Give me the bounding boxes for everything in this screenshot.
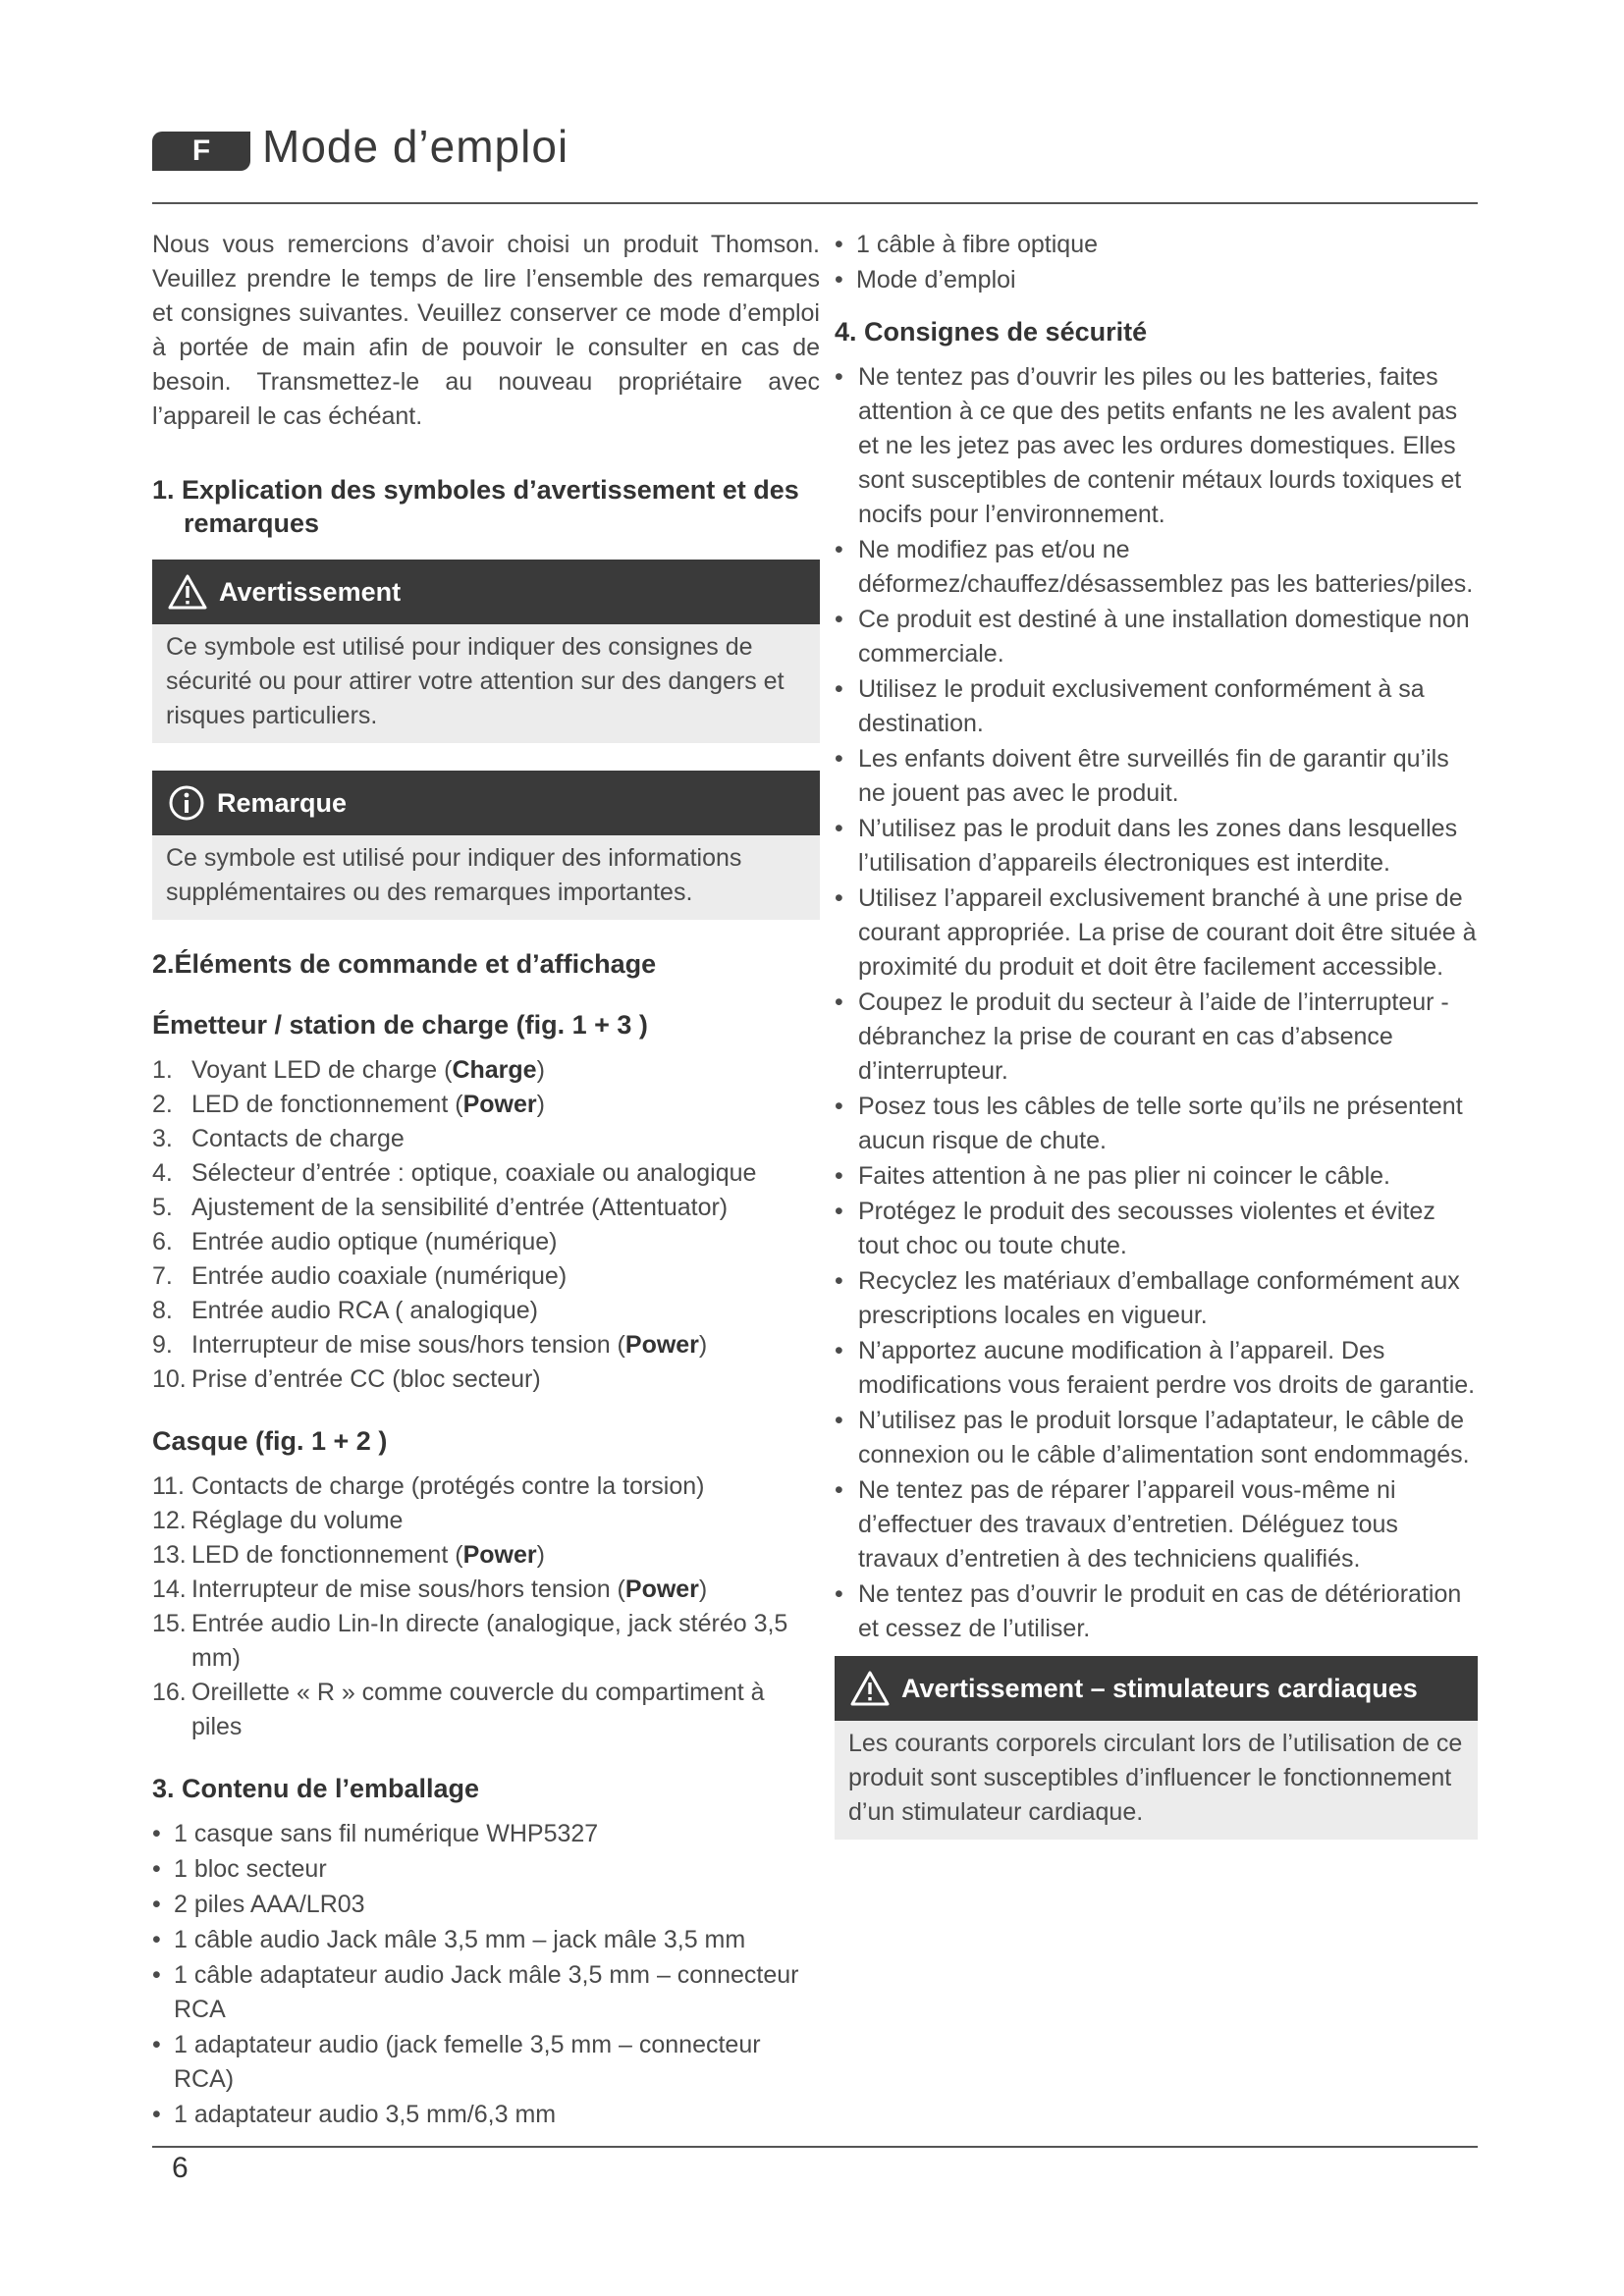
item-bold-label: Power — [462, 1091, 537, 1118]
item-text: Contacts de charge — [191, 1125, 405, 1152]
list-item: • 1 adaptateur audio (jack femelle 3,5 mm – connecteur RCA) — [152, 2028, 820, 2097]
note-box-header — [152, 771, 820, 835]
safety-list — [835, 360, 1478, 1646]
list-item: • 1 câble adaptateur audio Jack mâle 3,5 mm – connecteur RCA — [152, 1958, 820, 2027]
transmitter-list — [152, 1053, 820, 1397]
pacemaker-warning-header — [835, 1656, 1478, 1721]
item-number: 12. — [152, 1507, 187, 1534]
item-text-end: ) — [536, 1056, 545, 1084]
item-text: Contacts de charge (protégés contre la torsion) — [191, 1472, 705, 1500]
page-header — [152, 121, 1478, 204]
list-item: • Protégez le produit des secousses violentes et évitez tout choc ou toute chute. — [835, 1195, 1478, 1263]
item-number: 9. — [152, 1331, 173, 1359]
list-item — [152, 1607, 820, 1676]
pacemaker-warning-box — [835, 1656, 1478, 1840]
warning-box-header — [152, 560, 820, 624]
warning-label: Avertissement — [219, 577, 402, 607]
list-item — [152, 1259, 820, 1294]
page-number: 6 — [172, 2152, 189, 2184]
right-column — [835, 228, 1478, 1867]
note-text: Ce symbole est utilisé pour indiquer des informations supplémentaires ou des remarques importantes. — [152, 835, 820, 920]
item-bold-label: Charge — [452, 1056, 537, 1084]
list-item — [152, 1225, 820, 1259]
item-number: 10. — [152, 1365, 187, 1393]
item-bold-label: Power — [624, 1331, 699, 1359]
item-text: Interrupteur de mise sous/hors tension ( — [191, 1331, 625, 1359]
item-text: Prise d’entrée CC (bloc secteur) — [191, 1365, 541, 1393]
item-text: LED de fonctionnement ( — [191, 1541, 463, 1569]
list-item — [152, 1053, 820, 1088]
item-number: 3. — [152, 1125, 173, 1152]
item-number: 15. — [152, 1610, 187, 1637]
item-bold-label: Power — [462, 1541, 537, 1569]
list-item — [152, 1573, 820, 1607]
item-number: 14. — [152, 1575, 187, 1603]
list-item: • Recyclez les matériaux d’emballage conformément aux prescriptions locales en vigueur. — [835, 1264, 1478, 1333]
item-text: Entrée audio coaxiale (numérique) — [191, 1262, 568, 1290]
warning-triangle-icon — [168, 574, 207, 610]
list-item — [152, 1362, 820, 1397]
section-2-title: 2.Éléments de commande et d’affichage — [152, 949, 657, 979]
item-number: 13. — [152, 1541, 187, 1569]
section-3-title: 3. Contenu de l’emballage — [152, 1774, 480, 1803]
item-text: Sélecteur d’entrée : optique, coaxiale ou analogique — [191, 1159, 757, 1187]
list-item: • 1 câble audio Jack mâle 3,5 mm – jack mâle 3,5 mm — [152, 1923, 820, 1957]
list-item: • Utilisez l’appareil exclusivement branché à une prise de courant appropriée. La prise de courant doit être située à proximité du produit et doit être facilement accessible. — [835, 881, 1478, 985]
list-item: • 1 adaptateur audio 3,5 mm/6,3 mm — [152, 2098, 820, 2132]
language-badge: F — [152, 132, 250, 171]
list-item: • N’utilisez pas le produit dans les zones dans lesquelles l’utilisation d’appareils électroniques est interdite. — [835, 812, 1478, 881]
item-number: 5. — [152, 1194, 173, 1221]
note-label: Remarque — [217, 788, 348, 818]
warning-triangle-icon — [850, 1671, 890, 1706]
item-text: Interrupteur de mise sous/hors tension ( — [191, 1575, 625, 1603]
item-text: Entrée audio Lin-In directe (analogique, jack stéréo 3,5 mm) — [191, 1610, 788, 1672]
header-divider — [152, 202, 1478, 204]
item-text: LED de fonctionnement ( — [191, 1091, 463, 1118]
transmitter-title: Émetteur / station de charge (fig. 1 + 3 ) — [152, 1010, 648, 1040]
item-text: Voyant LED de charge ( — [191, 1056, 453, 1084]
list-item: • 1 bloc secteur — [152, 1852, 820, 1887]
item-number: 4. — [152, 1159, 173, 1187]
headset-list — [152, 1469, 820, 1744]
list-item: • 1 câble à fibre optique — [835, 228, 1478, 262]
intro-paragraph: Nous vous remercions d’avoir choisi un produit Thomson. Veuillez prendre le temps de lire l’ensemble des remarques et consignes suivantes. Veuillez conserver ce mode d’emploi à portée de main afin de pouvoir le consulter en cas de besoin. Transmettez-le au nouveau propriétaire avec l’appareil le cas échéant. — [152, 231, 820, 430]
list-item: • Faites attention à ne pas plier ni coincer le câble. — [835, 1159, 1478, 1194]
list-item — [152, 1156, 820, 1191]
list-item — [152, 1191, 820, 1225]
list-item — [152, 1122, 820, 1156]
list-item: • 1 casque sans fil numérique WHP5327 — [152, 1817, 820, 1851]
list-item: • Posez tous les câbles de telle sorte qu’ils ne présentent aucun risque de chute. — [835, 1090, 1478, 1158]
left-column — [152, 228, 820, 2133]
list-item: • Mode d’emploi — [835, 263, 1478, 297]
item-text-end: ) — [536, 1541, 545, 1569]
note-box — [152, 771, 820, 920]
item-number: 11. — [152, 1472, 185, 1500]
warning-box — [152, 560, 820, 743]
list-item: • 2 piles AAA/LR03 — [152, 1888, 820, 1922]
list-item: • Les enfants doivent être surveillés fin de garantir qu’ils ne jouent pas avec le produit. — [835, 742, 1478, 811]
list-item: • Ne modifiez pas et/ou ne déformez/chauffez/désassemblez pas les batteries/piles. — [835, 533, 1478, 602]
item-text: Réglage du volume — [191, 1507, 404, 1534]
item-text: Oreillette « R » comme couvercle du compartiment à piles — [191, 1679, 765, 1740]
list-item: • Ne tentez pas de réparer l’appareil vous-même ni d’effectuer des travaux d’entretien. Déléguez tous travaux d’entretien à des techniciens qualifiés. — [835, 1473, 1478, 1576]
item-text: Ajustement de la sensibilité d’entrée (Attentuator) — [191, 1194, 729, 1221]
package-list-continued — [835, 228, 1478, 297]
list-item: • N’utilisez pas le produit lorsque l’adaptateur, le câble de connexion ou le câble d’alimentation sont endommagés. — [835, 1404, 1478, 1472]
item-number: 7. — [152, 1262, 173, 1290]
page-title: Mode d’emploi — [262, 121, 569, 172]
list-item — [152, 1088, 820, 1122]
list-item — [152, 1328, 820, 1362]
item-bold-label: Power — [624, 1575, 699, 1603]
section-1-title: 1. Explication des symboles d’avertissement et des remarques — [152, 475, 799, 538]
item-text-end: ) — [536, 1091, 545, 1118]
item-number: 16. — [152, 1679, 187, 1706]
list-item — [152, 1294, 820, 1328]
headset-title: Casque (fig. 1 + 2 ) — [152, 1426, 388, 1456]
pacemaker-warning-text: Les courants corporels circulant lors de l’utilisation de ce produit sont susceptibles d’influencer le fonctionnement d’un stimulateur cardiaque. — [835, 1721, 1478, 1840]
list-item: • Utilisez le produit exclusivement conformément à sa destination. — [835, 672, 1478, 741]
item-text: Entrée audio RCA ( analogique) — [191, 1297, 539, 1324]
item-text-end: ) — [698, 1331, 708, 1359]
list-item: • Ne tentez pas d’ouvrir les piles ou les batteries, faites attention à ce que des petits enfants ne les avalent pas et ne les jetez pas avec les ordures domestiques. Elles sont susceptibles de contenir métaux lourds toxiques et nocifs pour l’environnement. — [835, 360, 1478, 532]
list-item — [152, 1676, 820, 1744]
item-number: 2. — [152, 1091, 173, 1118]
item-number: 8. — [152, 1297, 173, 1324]
package-list — [152, 1817, 820, 2132]
list-item: • N’apportez aucune modification à l’appareil. Des modifications vous feraient perdre vos droits de garantie. — [835, 1334, 1478, 1403]
footer-divider — [152, 2146, 1478, 2148]
item-text-end: ) — [698, 1575, 708, 1603]
list-item — [152, 1469, 820, 1504]
list-item: • Ne tentez pas d’ouvrir le produit en cas de détérioration et cessez de l’utiliser. — [835, 1577, 1478, 1646]
pacemaker-warning-label: Avertissement – stimulateurs cardiaques — [901, 1674, 1418, 1703]
list-item: • Coupez le produit du secteur à l’aide de l’interrupteur - débranchez la prise de courant en cas d’absence d’interrupteur. — [835, 986, 1478, 1089]
section-4-title: 4. Consignes de sécurité — [835, 317, 1148, 347]
list-item: • Ce produit est destiné à une installation domestique non commerciale. — [835, 603, 1478, 671]
list-item — [152, 1538, 820, 1573]
list-item — [152, 1504, 820, 1538]
item-number: 6. — [152, 1228, 173, 1255]
warning-text: Ce symbole est utilisé pour indiquer des consignes de sécurité ou pour attirer votre attention sur des dangers et risques particuliers. — [152, 624, 820, 743]
item-text: Entrée audio optique (numérique) — [191, 1228, 558, 1255]
item-number: 1. — [152, 1056, 173, 1084]
info-icon — [168, 784, 205, 822]
